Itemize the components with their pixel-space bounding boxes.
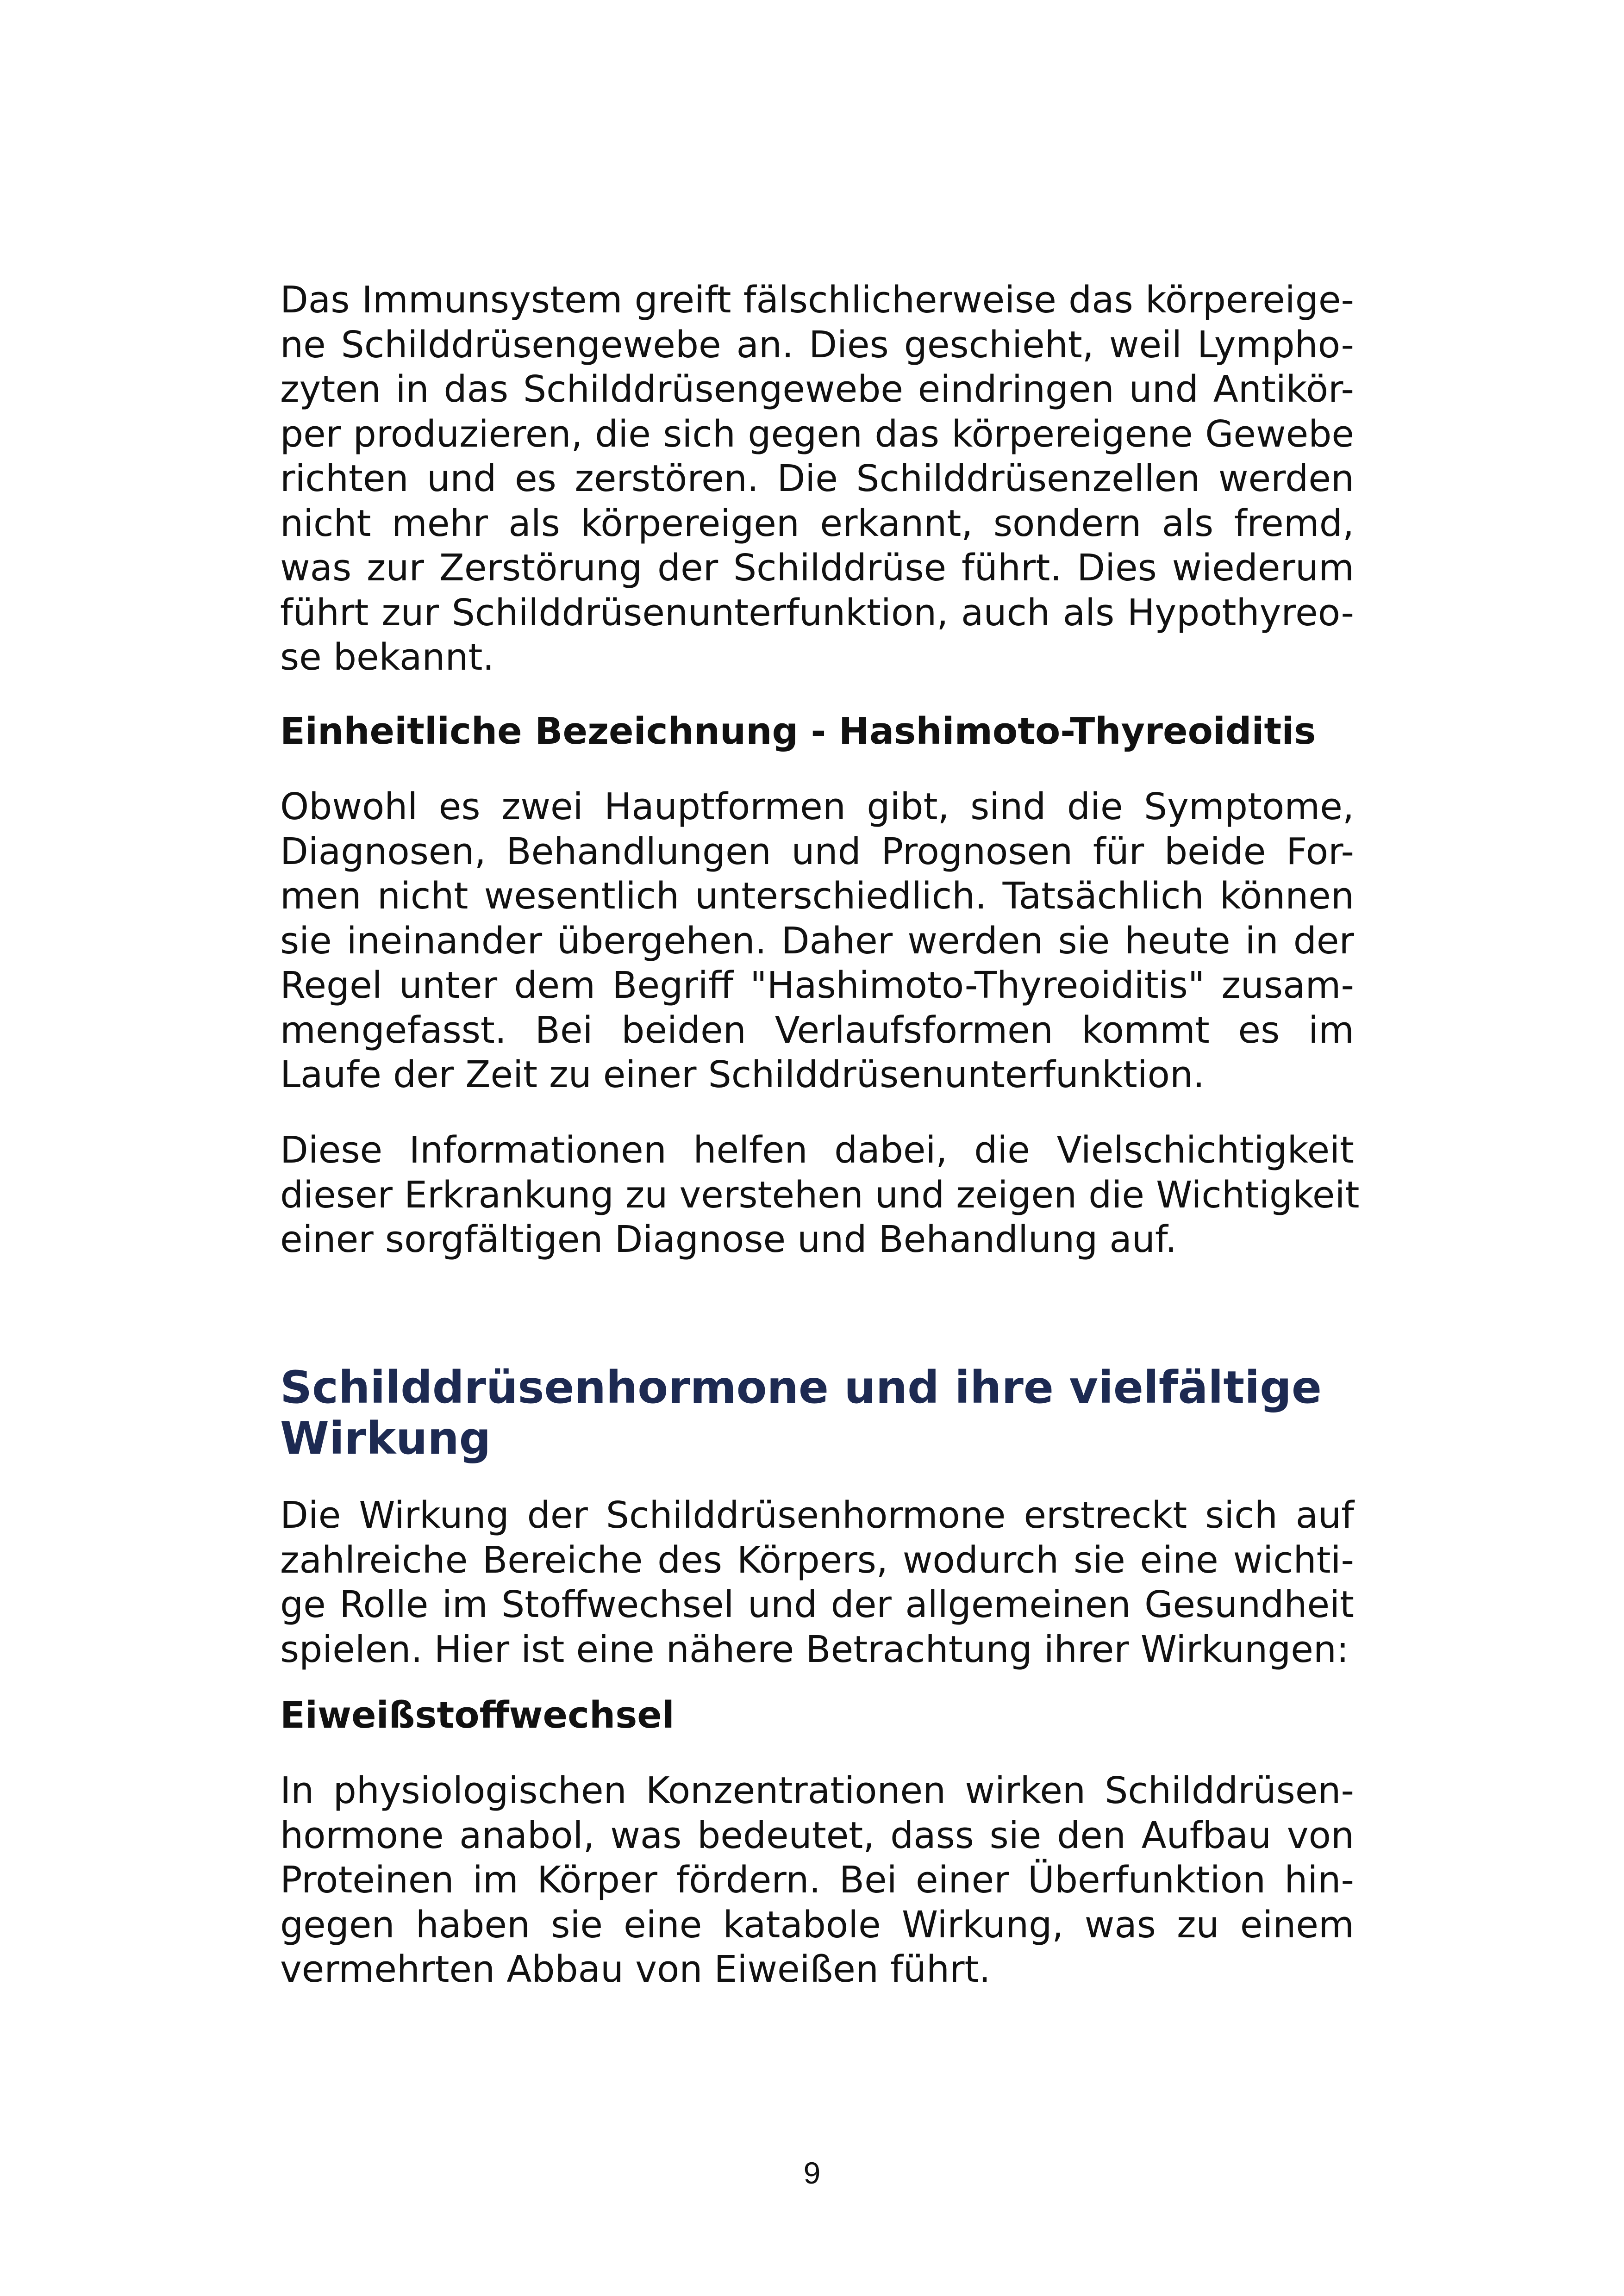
paragraph-hormone-effects: [280, 1493, 1354, 1672]
paragraph-information: [280, 1128, 1360, 1262]
text-line: richten und es zerstören. Die Schilddrüsenzellen werden: [280, 457, 1354, 500]
text-line: vermehrten Abbau von Eiweißen führt.: [280, 1948, 991, 1991]
text-line: Proteinen im Körper fördern. Bei einer Überfunktion hin-: [280, 1859, 1354, 1901]
paragraph-immune-system: [280, 278, 1354, 680]
text-line: hormone anabol, was bedeutet, dass sie den Aufbau von: [280, 1814, 1354, 1857]
text-line: einer sorgfältigen Diagnose und Behandlung auf.: [280, 1218, 1177, 1261]
text-line: Regel unter dem Begriff "Hashimoto-Thyreoiditis" zusam-: [280, 964, 1354, 1007]
paragraph-main-forms: [280, 784, 1354, 1097]
text-line: se bekannt.: [280, 636, 494, 678]
section-heading: [280, 1362, 1354, 1464]
text-line: men nicht wesentlich unterschiedlich. Tatsächlich können: [280, 875, 1354, 917]
text-line: Die Wirkung der Schilddrüsenhormone erstreckt sich auf: [280, 1494, 1354, 1537]
text-line: zyten in das Schilddrüsengewebe eindringen und Antikör-: [280, 368, 1354, 411]
heading-line: Schilddrüsenhormone und ihre vielfältige: [280, 1362, 1322, 1413]
text-line: führt zur Schilddrüsenunterfunktion, auch als Hypothyreo-: [280, 591, 1354, 634]
text-line: Diese Informationen helfen dabei, die Vielschichtigkeit: [280, 1129, 1354, 1171]
page-number: 9: [803, 2156, 821, 2190]
text-line: Diagnosen, Behandlungen und Prognosen für beide For-: [280, 830, 1354, 873]
text-line: Obwohl es zwei Hauptformen gibt, sind die Symptome,: [280, 785, 1354, 828]
text-line: dieser Erkrankung zu verstehen und zeigen die Wichtigkeit: [280, 1173, 1360, 1216]
text-line: sie ineinander übergehen. Daher werden sie heute in der: [280, 919, 1354, 962]
text-line: ge Rolle im Stoffwechsel und der allgemeinen Gesundheit: [280, 1583, 1354, 1626]
text-line: ne Schilddrüsengewebe an. Dies geschieht, weil Lympho-: [280, 323, 1354, 366]
text-line: Das Immunsystem greift fälschlicherweise das körpereige-: [280, 279, 1354, 321]
text-line: per produzieren, die sich gegen das körpereigene Gewebe: [280, 412, 1354, 455]
text-line: spielen. Hier ist eine nähere Betrachtung ihrer Wirkungen:: [280, 1628, 1349, 1671]
text-line: mengefasst. Bei beiden Verlaufsformen kommt es im: [280, 1008, 1354, 1052]
subheading-protein-metabolism: Eiweißstoffwechsel: [280, 1694, 675, 1736]
paragraph-protein-metabolism: [280, 1768, 1354, 1992]
text-line: gegen haben sie eine katabole Wirkung, was zu einem: [280, 1903, 1354, 1946]
subheading-hashimoto: Einheitliche Bezeichnung - Hashimoto-Thyreoiditis: [280, 710, 1316, 753]
text-line: was zur Zerstörung der Schilddrüse führt. Dies wiederum: [280, 547, 1354, 589]
text-line: zahlreiche Bereiche des Körpers, wodurch sie eine wichti-: [280, 1538, 1354, 1581]
text-line: In physiologischen Konzentrationen wirken Schilddrüsen-: [280, 1769, 1354, 1812]
text-line: Laufe der Zeit zu einer Schilddrüsenunterfunktion.: [280, 1053, 1205, 1096]
heading-line: Wirkung: [280, 1412, 491, 1464]
text-line: nicht mehr als körpereigen erkannt, sondern als fremd,: [280, 502, 1354, 545]
